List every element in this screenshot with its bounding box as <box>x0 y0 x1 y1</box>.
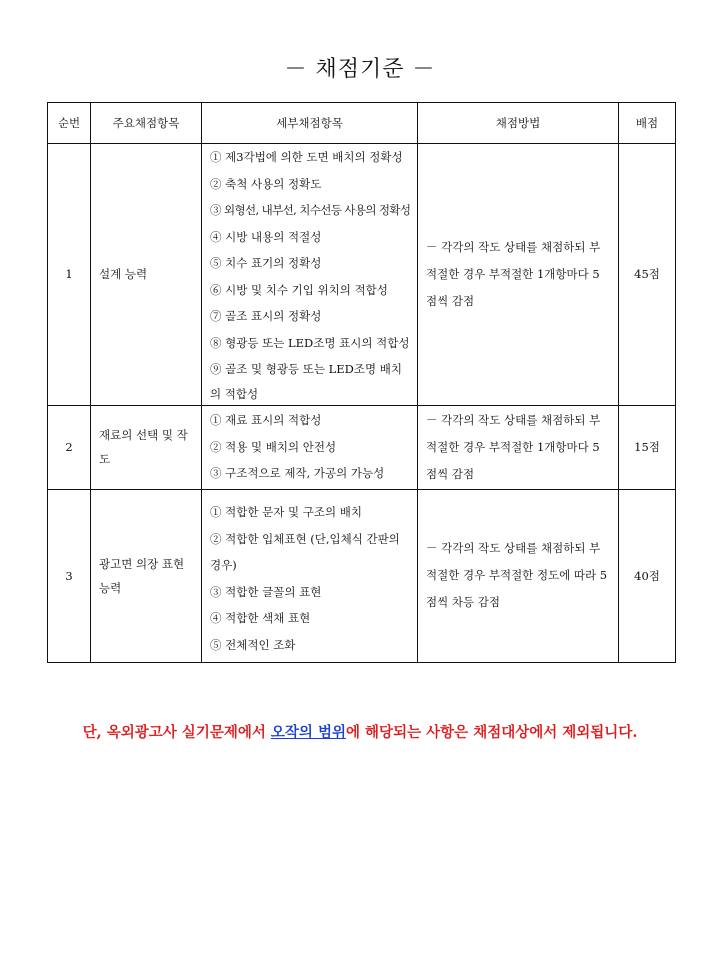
scoring-criteria-table <box>47 102 676 663</box>
table-header-row <box>48 103 676 144</box>
detail-item: ① 적합한 문자 및 구조의 배치 <box>210 505 362 519</box>
detail-item: ⑤ 전체적인 조화 <box>210 637 296 652</box>
detail-item: ① 재료 표시의 적합성 <box>210 413 322 428</box>
detail-item: ② 적용 및 배치의 안전성 <box>210 439 337 454</box>
row-details <box>202 144 418 406</box>
exclusion-note <box>0 721 720 742</box>
note-prefix: 단, 옥외광고사 실기문제에서 <box>82 724 271 741</box>
row-number: 1 <box>48 144 91 406</box>
detail-item: ② 적합한 입체표현 (단,입체식 간판의 경우) <box>210 531 400 572</box>
method-text: － 각각의 작도 상태를 채점하되 부적절한 경우 부적절한 정도에 따라 5점씩 차등 감점 <box>426 541 608 609</box>
detail-item: ② 축척 사용의 정확도 <box>210 176 322 191</box>
detail-item: ① 제3각법에 의한 도면 배치의 정확성 <box>210 150 403 164</box>
detail-item: ⑨ 골조 및 형광등 또는 LED조명 배치 <box>210 362 402 376</box>
row-score: 45점 <box>619 144 676 406</box>
detail-item: ⑦ 골조 표시의 정확성 <box>210 309 322 323</box>
row-method <box>418 489 619 662</box>
detail-item: ③ 외형선, 내부선, 치수선등 사용의 정확성 <box>210 203 411 217</box>
table-row <box>48 144 676 406</box>
row-method <box>418 405 619 489</box>
detail-item: ③ 구조적으로 제작, 가공의 가능성 <box>210 466 385 481</box>
row-method <box>418 144 619 406</box>
table-row <box>48 405 676 489</box>
row-number: 3 <box>48 489 91 662</box>
header-detail-item: 세부채점항목 <box>202 103 418 144</box>
header-method: 채점방법 <box>418 103 619 144</box>
row-details <box>202 405 418 489</box>
row-details <box>202 489 418 662</box>
row-main-item: 광고면 의장 표현 능력 <box>91 489 202 662</box>
header-number: 순번 <box>48 103 91 144</box>
detail-item: ④ 시방 내용의 적절성 <box>210 229 322 244</box>
error-scope-link[interactable]: 오작의 범위 <box>270 724 346 741</box>
method-text: － 각각의 작도 상태를 채점하되 부적절한 경우 부적절한 1개항마다 5점씩 감점 <box>426 239 601 308</box>
detail-item: ⑤ 치수 표기의 정확성 <box>210 256 322 270</box>
detail-item: ⑧ 형광등 또는 LED조명 표시의 적합성 <box>210 335 410 350</box>
detail-item: ④ 적합한 색채 표현 <box>210 611 311 625</box>
header-main-item: 주요채점항목 <box>91 103 202 144</box>
detail-item: ⑥ 시방 및 치수 기입 위치의 적합성 <box>210 282 388 297</box>
page-title: － 채점기준 － <box>284 57 436 82</box>
detail-item-continued: 의 적합성 <box>210 386 259 401</box>
row-main-item: 재료의 선택 및 작도 <box>91 405 202 489</box>
note-suffix: 에 해당되는 사항은 채점대상에서 제외됩니다. <box>346 724 638 741</box>
table-row <box>48 489 676 662</box>
row-main-item: 설계 능력 <box>91 144 202 406</box>
method-text: － 각각의 작도 상태를 채점하되 부적절한 경우 부적절한 1개항마다 5점씩 감점 <box>426 412 601 481</box>
detail-item: ③ 적합한 글꼴의 표현 <box>210 584 322 599</box>
header-score: 배점 <box>619 103 676 144</box>
row-score: 15점 <box>619 405 676 489</box>
row-score: 40점 <box>619 489 676 662</box>
row-number: 2 <box>48 405 91 489</box>
